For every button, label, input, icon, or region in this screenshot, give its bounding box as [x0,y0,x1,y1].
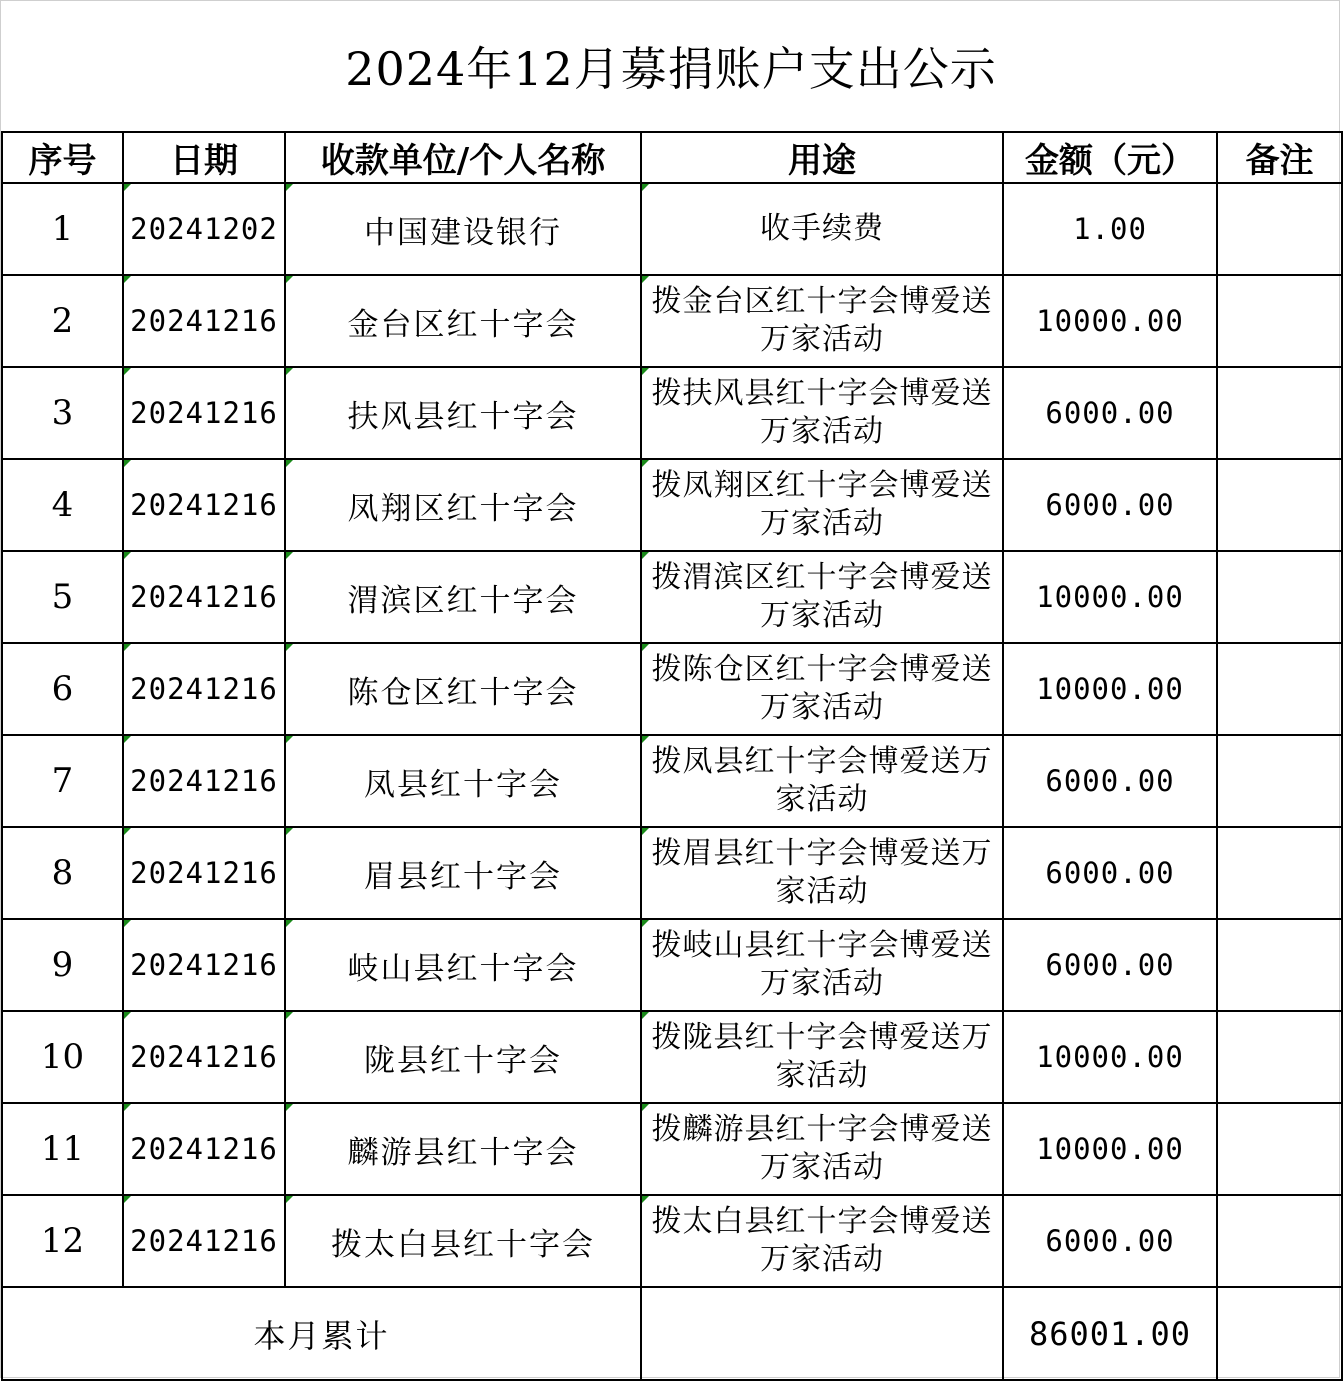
cell-purpose [641,367,1003,459]
cell-remark [1217,367,1342,459]
cell-marker-icon [286,276,293,283]
cell-date [123,919,285,1011]
cell-amount-text: 10000.00 [1036,1132,1184,1166]
cell-amount [1003,459,1217,551]
cell-seq-text: 10 [40,1037,85,1077]
cell-marker-icon [642,184,649,191]
cell-payee [285,1011,641,1103]
cell-payee [285,735,641,827]
cell-payee-text: 凤翔区红十字会 [347,490,579,527]
cell-marker-icon [642,552,649,559]
cell-purpose-text: 拨渭滨区红十字会博爱送万家活动 [651,560,993,633]
table-row [2,919,1342,1011]
cell-seq [2,827,123,919]
cell-marker-icon [286,1196,293,1203]
cell-purpose-text: 拨扶风县红十字会博爱送万家活动 [651,376,993,449]
cell-purpose-text: 拨陇县红十字会博爱送万家活动 [651,1020,993,1093]
cell-purpose [641,275,1003,367]
cell-remark [1217,551,1342,643]
cell-marker-icon [642,1012,649,1019]
cell-marker-icon [642,920,649,927]
cell-purpose [641,827,1003,919]
header-row [2,132,1342,183]
cell-seq [2,367,123,459]
cell-seq-text: 7 [51,761,74,801]
cell-date-text: 20241216 [130,1224,278,1258]
cell-marker-icon [124,1012,131,1019]
cell-date-text: 20241216 [130,1040,278,1074]
cell-date [123,183,285,275]
cell-amount [1003,1103,1217,1195]
cell-payee-text: 陈仓区红十字会 [347,674,579,711]
cell-date-text: 20241216 [130,1132,278,1166]
cell-date-text: 20241216 [130,304,278,338]
cell-seq [2,643,123,735]
cell-purpose [641,551,1003,643]
cell-date-text: 20241216 [130,856,278,890]
cell-marker-icon [124,1196,131,1203]
header-date: 日期 [123,132,285,183]
cell-date-text: 20241202 [130,212,278,246]
cell-amount-text: 6000.00 [1045,1224,1175,1258]
cell-amount [1003,1011,1217,1103]
header-payee: 收款单位/个人名称 [285,132,641,183]
cell-marker-icon [642,644,649,651]
cell-remark [1217,459,1342,551]
cell-seq-text: 8 [51,853,74,893]
cell-purpose [641,643,1003,735]
cell-payee-text: 渭滨区红十字会 [347,582,579,619]
cell-remark [1217,1011,1342,1103]
cell-seq [2,1103,123,1195]
cell-payee [285,459,641,551]
cell-seq [2,1011,123,1103]
cell-marker-icon [124,736,131,743]
cell-amount [1003,643,1217,735]
cell-seq-text: 2 [51,301,74,341]
total-row [2,1287,1342,1380]
table-row [2,643,1342,735]
cell-date [123,367,285,459]
table-row [2,1103,1342,1195]
cell-date-text: 20241216 [130,948,278,982]
cell-marker-icon [642,1104,649,1111]
cell-remark [1217,1103,1342,1195]
cell-date [123,735,285,827]
table-row [2,459,1342,551]
cell-date [123,275,285,367]
cell-seq-text: 4 [51,485,74,525]
cell-seq [2,183,123,275]
cell-purpose [641,1011,1003,1103]
table-row [2,551,1342,643]
cell-payee-text: 凤县红十字会 [364,766,562,803]
cell-purpose [641,919,1003,1011]
cell-payee [285,643,641,735]
cell-payee-text: 眉县红十字会 [364,858,562,895]
cell-date-text: 20241216 [130,672,278,706]
cell-date-text: 20241216 [130,396,278,430]
cell-payee [285,919,641,1011]
cell-date [123,1011,285,1103]
cell-payee [285,275,641,367]
cell-purpose-text: 拨金台区红十字会博爱送万家活动 [651,284,993,357]
cell-payee-text: 拨太白县红十字会 [331,1226,595,1263]
cell-seq-text: 1 [51,209,74,249]
cell-seq-text: 11 [40,1129,85,1169]
cell-purpose-text: 拨眉县红十字会博爱送万家活动 [651,836,993,909]
cell-amount [1003,367,1217,459]
cell-amount-text: 6000.00 [1045,948,1175,982]
cell-payee [285,551,641,643]
cell-marker-icon [642,736,649,743]
cell-remark [1217,735,1342,827]
table-row [2,1195,1342,1287]
cell-payee [285,827,641,919]
cell-purpose-text: 拨太白县红十字会博爱送万家活动 [651,1204,993,1277]
cell-purpose [641,735,1003,827]
cell-payee-text: 金台区红十字会 [347,306,579,343]
cell-seq [2,1195,123,1287]
cell-marker-icon [124,644,131,651]
cell-seq-text: 9 [51,945,74,985]
cell-marker-icon [124,1104,131,1111]
table-row [2,367,1342,459]
cell-seq-text: 5 [51,577,74,617]
cell-remark [1217,643,1342,735]
cell-purpose-text: 拨凤县红十字会博爱送万家活动 [651,744,993,817]
cell-amount [1003,827,1217,919]
cell-purpose [641,183,1003,275]
table-row [2,275,1342,367]
cell-marker-icon [286,1104,293,1111]
cell-amount [1003,1195,1217,1287]
cell-marker-icon [124,368,131,375]
cell-marker-icon [286,552,293,559]
cell-amount [1003,183,1217,275]
cell-amount [1003,919,1217,1011]
cell-marker-icon [286,460,293,467]
cell-purpose-text: 拨凤翔区红十字会博爱送万家活动 [651,468,993,541]
cell-seq [2,551,123,643]
table-row [2,1011,1342,1103]
cell-amount-text: 6000.00 [1045,396,1175,430]
total-remark [1217,1287,1342,1380]
total-purpose [641,1287,1003,1380]
cell-amount-text: 6000.00 [1045,764,1175,798]
cell-marker-icon [642,828,649,835]
cell-marker-icon [124,460,131,467]
cell-remark [1217,1195,1342,1287]
cell-amount [1003,275,1217,367]
cell-marker-icon [642,460,649,467]
cell-purpose-text: 拨陈仓区红十字会博爱送万家活动 [651,652,993,725]
cell-marker-icon [286,736,293,743]
table-row [2,183,1342,275]
cell-date [123,827,285,919]
cell-purpose [641,1103,1003,1195]
cell-date [123,551,285,643]
header-purpose: 用途 [641,132,1003,183]
table-body [2,183,1342,1287]
cell-seq-text: 6 [51,669,74,709]
cell-date [123,1195,285,1287]
cell-date [123,1103,285,1195]
header-remark: 备注 [1217,132,1342,183]
cell-marker-icon [642,368,649,375]
cell-amount-text: 10000.00 [1036,580,1184,614]
table-row [2,735,1342,827]
cell-seq-text: 3 [51,393,74,433]
cell-amount-text: 1.00 [1073,212,1147,246]
cell-marker-icon [286,1012,293,1019]
cell-amount [1003,735,1217,827]
cell-marker-icon [124,184,131,191]
cell-marker-icon [642,276,649,283]
cell-payee [285,1103,641,1195]
cell-payee [285,367,641,459]
header-seq: 序号 [2,132,123,183]
cell-marker-icon [286,828,293,835]
cell-amount-text: 10000.00 [1036,1040,1184,1074]
cell-marker-icon [124,920,131,927]
cell-amount-text: 6000.00 [1045,856,1175,890]
cell-date-text: 20241216 [130,580,278,614]
cell-payee-text: 麟游县红十字会 [347,1134,579,1171]
cell-seq-text: 12 [40,1221,85,1261]
cell-seq [2,735,123,827]
cell-marker-icon [286,644,293,651]
expense-table [1,131,1343,1381]
cell-remark [1217,275,1342,367]
cell-marker-icon [124,552,131,559]
cell-marker-icon [286,920,293,927]
cell-payee-text: 岐山县红十字会 [347,950,579,987]
cell-payee [285,1195,641,1287]
cell-payee-text: 扶风县红十字会 [347,398,579,435]
table-row [2,827,1342,919]
cell-date [123,643,285,735]
cell-payee-text: 中国建设银行 [364,214,562,251]
cell-amount-text: 6000.00 [1045,488,1175,522]
cell-marker-icon [286,184,293,191]
cell-purpose [641,1195,1003,1287]
total-label: 本月累计 [2,1287,641,1380]
cell-date-text: 20241216 [130,764,278,798]
cell-amount [1003,551,1217,643]
header-amount: 金额（元） [1003,132,1217,183]
cell-purpose-text: 拨岐山县红十字会博爱送万家活动 [651,928,993,1001]
cell-seq [2,275,123,367]
cell-payee [285,183,641,275]
cell-remark [1217,183,1342,275]
cell-seq [2,919,123,1011]
cell-date-text: 20241216 [130,488,278,522]
cell-purpose-text: 拨麟游县红十字会博爱送万家活动 [651,1112,993,1185]
cell-purpose-text: 收手续费 [760,211,884,246]
cell-date [123,459,285,551]
cell-payee-text: 陇县红十字会 [364,1042,562,1079]
cell-marker-icon [124,828,131,835]
total-amount: 86001.00 [1003,1287,1217,1380]
cell-marker-icon [642,1196,649,1203]
cell-marker-icon [124,276,131,283]
cell-seq [2,459,123,551]
cell-amount-text: 10000.00 [1036,304,1184,338]
cell-marker-icon [286,368,293,375]
page-title: 2024年12月募捐账户支出公示 [345,42,997,96]
cell-amount-text: 10000.00 [1036,672,1184,706]
cell-remark [1217,919,1342,1011]
cell-remark [1217,827,1342,919]
cell-purpose [641,459,1003,551]
